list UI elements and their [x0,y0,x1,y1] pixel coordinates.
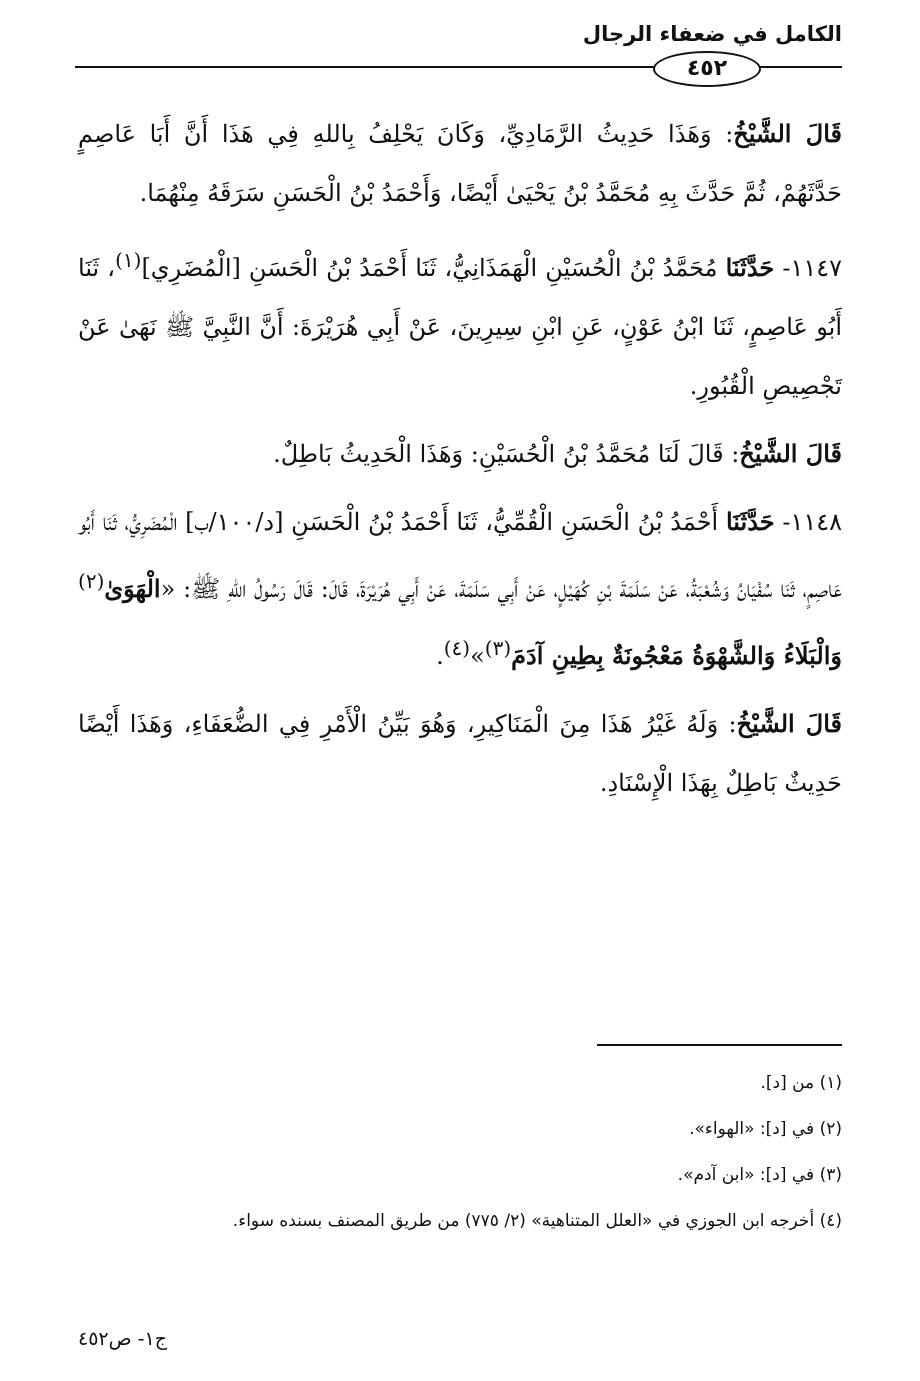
hadith-number: ١١٤٨- [782,508,843,536]
volume-page-reference: ج١- ص٤٥٢ [78,1328,167,1350]
footnote-text: أخرجه ابن الجوزي في «العلل المتناهية» (٢/ ٧٧٥) من طريق المصنف بسنده سواء. [232,1211,815,1231]
narration-label: حَدَّثَنَا [725,253,775,282]
footnote-ref: (٣) [484,636,512,660]
hadith-text: ، ثَنَا أَبُو عَاصِمٍ، ثَنَا ابْنُ عَوْنٍ، عَنِ ابْنِ سِيرِينَ، عَنْ أَبِي هُرَيْرَةَ: أَنَّ النَّبِيَّ ﷺ نَهَىٰ عَنْ تَجْصِيصِ الْقُبُورِ. [78,254,842,400]
footnote-number: (١) [819,1073,842,1093]
footnote-ref: (٤) [443,636,471,660]
hadith-text: مُحَمَّدُ بْنُ الْحُسَيْنِ الْهَمَذَانِيُّ، ثَنَا أَحْمَدُ بْنُ الْحَسَنِ [الْمُضَرِي] [141,254,718,282]
footnote-number: (٤) [819,1211,842,1231]
hadith-text: » [470,642,485,670]
main-text [78,104,842,821]
running-header-title: الكامل في ضعفاء الرجال [582,22,842,46]
footnote [78,1106,842,1152]
paragraph-5 [78,694,842,813]
footnote-text: في [د]: «ابن آدم». [677,1165,815,1185]
hadith-matn: الْهَوَىٰ [104,574,161,603]
hadith-1148 [78,492,842,686]
footnote-ref: (١) [115,248,142,272]
speaker-label: قَالَ الشَّيْخُ [736,709,842,738]
footnotes [78,1060,842,1244]
speaker-label: قَالَ الشَّيْخُ [733,119,843,148]
speaker-label: قَالَ الشَّيْخُ [739,439,842,468]
footnote-number: (٣) [819,1165,842,1185]
footnote-text: من [د]. [760,1073,815,1093]
hadith-1147 [78,231,842,416]
paragraph-text: : وَهَذَا حَدِيثُ الرَّمَادِيِّ، وَكَانَ يَحْلِفُ بِاللهِ فِي هَذَا أَنَّ أَبَا عَاصِمٍ حَدَّثَهُمْ، ثُمَّ حَدَّثَ بِهِ مُحَمَّدُ بْنُ يَحْيَىٰ أَيْضًا، وَأَحْمَدُ بْنُ الْحَسَنِ سَرَقَهُ مِنْهُمَا. [78,120,842,207]
footnote-ref: (٢) [78,569,105,593]
footnote [78,1152,842,1198]
hadith-matn: وَالْبَلَاءُ وَالشَّهْوَةُ مَعْجُونَةٌ بِطِينِ آدَمَ [511,641,842,670]
paragraph-text: : وَلَهُ غَيْرُ هَذَا مِنَ الْمَنَاكِيرِ، وَهُوَ بَيِّنُ الْأَمْرِ فِي الضُّعَفَاءِ، وَهَذَا أَيْضًا حَدِيثٌ بَاطِلٌ بِهَذَا الْإِسْنَادِ. [78,710,842,797]
footnote-text: في [د]: «الهواء». [689,1119,815,1139]
paragraph-1 [78,104,842,223]
footnote-number: (٢) [819,1119,842,1139]
narration-label: حَدَّثَنَا [725,507,775,536]
hadith-text: . [436,642,444,670]
hadith-text: أَحْمَدُ بْنُ الْحَسَنِ الْقُمِّيُّ، ثَنَا أَحْمَدُ بْنُ الْحَسَنِ [د/١٠٠/ب] الْمُضَرِيُّ، ثَنَا أَبُو عَاصِمٍ، ثَنَا سُفْيَانُ وَشُعْبَةُ، عَنْ سَلَمَةَ بْنِ كُهَيْلٍ، عَنْ أَبِي سَلَمَةَ، عَنْ أَبِي هُرَيْرَةَ، قَالَ: قَالَ رَسُولُ اللهِ ﷺ: « [78,508,842,603]
footnote-rule [597,1044,842,1046]
paragraph-text: : قَالَ لَنَا مُحَمَّدُ بْنُ الْحُسَيْنِ: وَهَذَا الْحَدِيثُ بَاطِلٌ. [273,440,740,468]
footnote [78,1060,842,1106]
page-number-badge: ٤٥٢ [653,51,761,87]
footnote [78,1198,842,1244]
paragraph-3 [78,424,842,484]
hadith-number: ١١٤٧- [782,254,843,282]
